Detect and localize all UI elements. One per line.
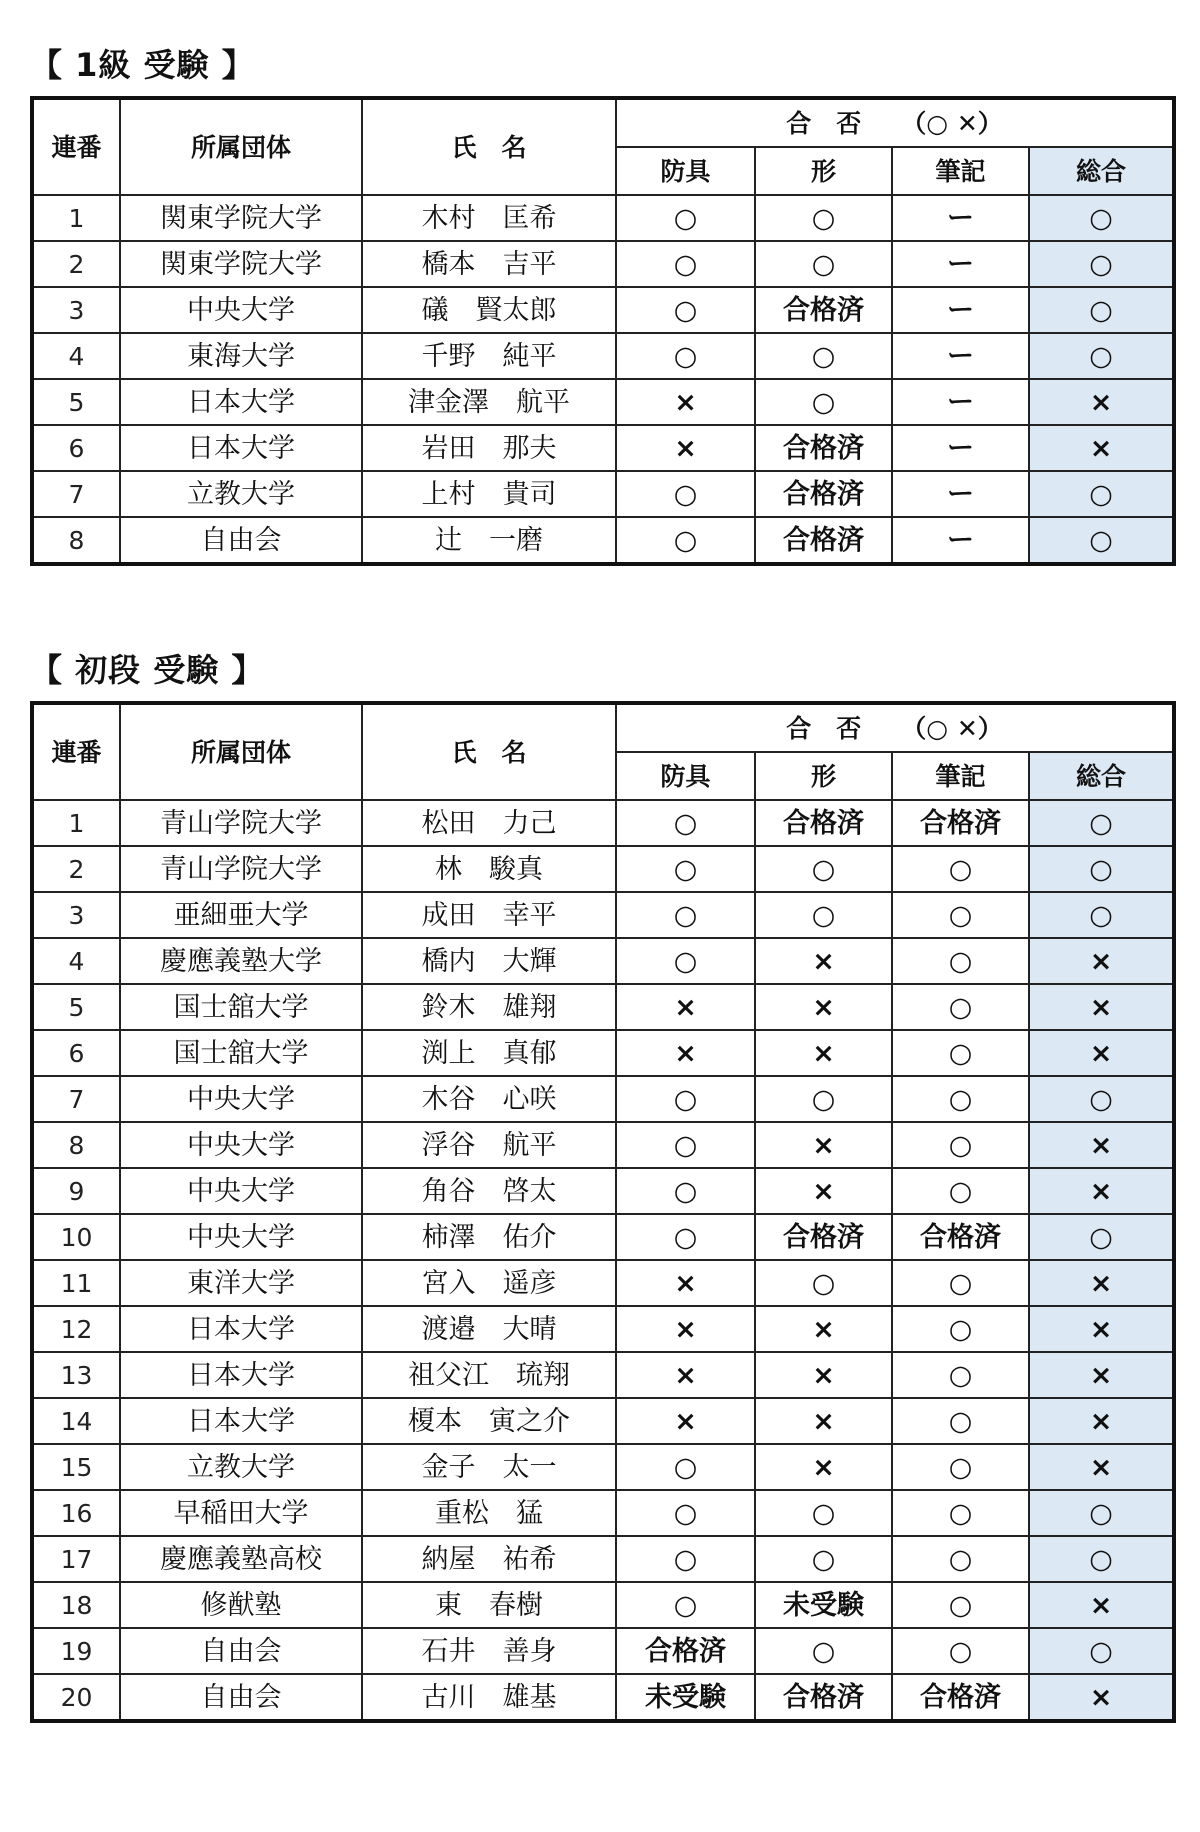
cell-no: 3 [32, 287, 120, 333]
cell-name: 橋本 吉平 [362, 241, 616, 287]
cell-no: 2 [32, 241, 120, 287]
table-body-1kyu [32, 195, 1174, 564]
col-header-hikki: 筆記 [892, 147, 1029, 195]
cell-total: ○ [1029, 1628, 1174, 1674]
cell-name: 千野 純平 [362, 333, 616, 379]
cell-no: 10 [32, 1214, 120, 1260]
col-header-bogu: 防具 [616, 752, 755, 800]
cell-total: × [1029, 1398, 1174, 1444]
cell-total: × [1029, 425, 1174, 471]
cell-no: 12 [32, 1306, 120, 1352]
cell-hikki: ○ [892, 1076, 1029, 1122]
cell-name: 宮入 遥彦 [362, 1260, 616, 1306]
table-row [32, 1674, 1174, 1721]
cell-no: 4 [32, 938, 120, 984]
cell-total: ○ [1029, 195, 1174, 241]
cell-org: 自由会 [120, 1628, 362, 1674]
cell-hikki: ○ [892, 1352, 1029, 1398]
cell-kata: × [755, 1398, 892, 1444]
cell-bogu: × [616, 1030, 755, 1076]
cell-total: ○ [1029, 800, 1174, 846]
cell-no: 6 [32, 425, 120, 471]
cell-hikki: 合格済 [892, 1214, 1029, 1260]
cell-name: 角谷 啓太 [362, 1168, 616, 1214]
cell-bogu: ○ [616, 287, 755, 333]
cell-org: 国士舘大学 [120, 984, 362, 1030]
cell-no: 7 [32, 471, 120, 517]
cell-bogu: 未受験 [616, 1674, 755, 1721]
cell-hikki: ー [892, 195, 1029, 241]
col-header-total: 総合 [1029, 752, 1174, 800]
cell-kata: 合格済 [755, 1214, 892, 1260]
cell-bogu: ○ [616, 800, 755, 846]
cell-bogu: × [616, 425, 755, 471]
cell-name: 岩田 那夫 [362, 425, 616, 471]
cell-bogu: ○ [616, 1122, 755, 1168]
cell-name: 渕上 真郁 [362, 1030, 616, 1076]
cell-name: 金子 太一 [362, 1444, 616, 1490]
cell-name: 津金澤 航平 [362, 379, 616, 425]
cell-kata: ○ [755, 379, 892, 425]
cell-name: 礒 賢太郎 [362, 287, 616, 333]
cell-kata: 合格済 [755, 1674, 892, 1721]
cell-org: 亜細亜大学 [120, 892, 362, 938]
cell-org: 東洋大学 [120, 1260, 362, 1306]
table-row [32, 846, 1174, 892]
cell-bogu: ○ [616, 938, 755, 984]
col-header-result-group [616, 98, 1174, 147]
cell-kata: 合格済 [755, 471, 892, 517]
table-row [32, 1490, 1174, 1536]
cell-bogu: ○ [616, 333, 755, 379]
col-header-org: 所属団体 [120, 98, 362, 195]
cell-no: 18 [32, 1582, 120, 1628]
cell-no: 13 [32, 1352, 120, 1398]
cell-hikki: ○ [892, 892, 1029, 938]
cell-bogu: ○ [616, 471, 755, 517]
table-row [32, 1582, 1174, 1628]
result-group-label: 合 否 [786, 108, 862, 138]
cell-org: 慶應義塾大学 [120, 938, 362, 984]
cell-org: 関東学院大学 [120, 241, 362, 287]
cell-org: 中央大学 [120, 1122, 362, 1168]
cell-no: 5 [32, 379, 120, 425]
cell-name: 辻 一磨 [362, 517, 616, 564]
cell-bogu: ○ [616, 195, 755, 241]
cell-total: ○ [1029, 892, 1174, 938]
table-row [32, 1168, 1174, 1214]
cell-org: 早稲田大学 [120, 1490, 362, 1536]
cell-bogu: ○ [616, 1490, 755, 1536]
cell-kata: × [755, 938, 892, 984]
cell-org: 自由会 [120, 1674, 362, 1721]
result-legend: （○ ✕） [901, 108, 1003, 138]
col-header-kata: 形 [755, 752, 892, 800]
table-row [32, 1214, 1174, 1260]
cell-no: 1 [32, 800, 120, 846]
cell-total: ○ [1029, 1536, 1174, 1582]
table-row [32, 1030, 1174, 1076]
cell-org: 中央大学 [120, 287, 362, 333]
cell-no: 3 [32, 892, 120, 938]
cell-hikki: ○ [892, 1490, 1029, 1536]
cell-no: 1 [32, 195, 120, 241]
col-header-no: 連番 [32, 703, 120, 800]
table-row [32, 333, 1174, 379]
cell-name: 木村 匡希 [362, 195, 616, 241]
table-row [32, 195, 1174, 241]
cell-org: 日本大学 [120, 1306, 362, 1352]
table-row [32, 892, 1174, 938]
table-row [32, 1444, 1174, 1490]
cell-hikki: ○ [892, 1168, 1029, 1214]
cell-org: 日本大学 [120, 1352, 362, 1398]
cell-kata: ○ [755, 1536, 892, 1582]
cell-no: 6 [32, 1030, 120, 1076]
cell-hikki: ー [892, 333, 1029, 379]
cell-no: 17 [32, 1536, 120, 1582]
cell-total: ○ [1029, 471, 1174, 517]
cell-org: 中央大学 [120, 1214, 362, 1260]
cell-total: ○ [1029, 287, 1174, 333]
cell-no: 9 [32, 1168, 120, 1214]
table-body-shodan [32, 800, 1174, 1721]
cell-bogu: × [616, 1398, 755, 1444]
cell-total: × [1029, 938, 1174, 984]
table-row [32, 241, 1174, 287]
cell-name: 松田 力己 [362, 800, 616, 846]
cell-org: 青山学院大学 [120, 846, 362, 892]
cell-name: 成田 幸平 [362, 892, 616, 938]
cell-bogu: ○ [616, 1536, 755, 1582]
cell-hikki: 合格済 [892, 800, 1029, 846]
cell-bogu: ○ [616, 241, 755, 287]
cell-kata: × [755, 984, 892, 1030]
cell-hikki: 合格済 [892, 1674, 1029, 1721]
cell-no: 8 [32, 517, 120, 564]
cell-hikki: ー [892, 425, 1029, 471]
cell-total: ○ [1029, 1076, 1174, 1122]
cell-kata: × [755, 1122, 892, 1168]
table-row [32, 471, 1174, 517]
table-row [32, 1306, 1174, 1352]
cell-name: 橋内 大輝 [362, 938, 616, 984]
cell-hikki: ー [892, 287, 1029, 333]
cell-kata: ○ [755, 1490, 892, 1536]
cell-kata: ○ [755, 241, 892, 287]
cell-name: 浮谷 航平 [362, 1122, 616, 1168]
cell-hikki: ー [892, 379, 1029, 425]
cell-total: × [1029, 1260, 1174, 1306]
cell-total: × [1029, 1444, 1174, 1490]
cell-bogu: ○ [616, 1168, 755, 1214]
section-title-shodan: 【 初段 受験 】 [30, 651, 265, 689]
cell-name: 上村 貴司 [362, 471, 616, 517]
cell-kata: ○ [755, 195, 892, 241]
cell-kata: × [755, 1444, 892, 1490]
cell-org: 修猷塾 [120, 1582, 362, 1628]
cell-org: 青山学院大学 [120, 800, 362, 846]
cell-total: × [1029, 379, 1174, 425]
table-row [32, 425, 1174, 471]
table-row [32, 1260, 1174, 1306]
cell-bogu: ○ [616, 1214, 755, 1260]
cell-total: × [1029, 1306, 1174, 1352]
cell-name: 納屋 祐希 [362, 1536, 616, 1582]
result-legend: （○ ✕） [901, 713, 1003, 743]
cell-kata: 合格済 [755, 800, 892, 846]
cell-hikki: ○ [892, 938, 1029, 984]
table-row [32, 984, 1174, 1030]
cell-name: 鈴木 雄翔 [362, 984, 616, 1030]
cell-hikki: ○ [892, 1444, 1029, 1490]
cell-hikki: ○ [892, 1398, 1029, 1444]
cell-kata: × [755, 1352, 892, 1398]
cell-total: ○ [1029, 846, 1174, 892]
cell-hikki: ○ [892, 1582, 1029, 1628]
cell-kata: ○ [755, 846, 892, 892]
table-row [32, 1076, 1174, 1122]
cell-kata: ○ [755, 1628, 892, 1674]
col-header-total: 総合 [1029, 147, 1174, 195]
cell-no: 16 [32, 1490, 120, 1536]
table-row [32, 517, 1174, 564]
cell-name: 古川 雄基 [362, 1674, 616, 1721]
table-row [32, 1536, 1174, 1582]
cell-bogu: × [616, 984, 755, 1030]
cell-no: 11 [32, 1260, 120, 1306]
cell-total: × [1029, 1674, 1174, 1721]
table-row [32, 1122, 1174, 1168]
cell-bogu: × [616, 1306, 755, 1352]
cell-no: 5 [32, 984, 120, 1030]
cell-org: 自由会 [120, 517, 362, 564]
cell-hikki: ○ [892, 1306, 1029, 1352]
cell-name: 柿澤 佑介 [362, 1214, 616, 1260]
col-header-hikki: 筆記 [892, 752, 1029, 800]
cell-total: ○ [1029, 1490, 1174, 1536]
cell-total: × [1029, 1352, 1174, 1398]
cell-org: 立教大学 [120, 1444, 362, 1490]
cell-kata: × [755, 1168, 892, 1214]
cell-name: 渡邉 大晴 [362, 1306, 616, 1352]
cell-total: × [1029, 1122, 1174, 1168]
cell-no: 8 [32, 1122, 120, 1168]
cell-total: ○ [1029, 241, 1174, 287]
cell-hikki: ー [892, 241, 1029, 287]
cell-name: 木谷 心咲 [362, 1076, 616, 1122]
cell-kata: ○ [755, 333, 892, 379]
cell-org: 中央大学 [120, 1168, 362, 1214]
cell-kata: 合格済 [755, 287, 892, 333]
cell-no: 20 [32, 1674, 120, 1721]
results-table-shodan [30, 701, 1176, 1723]
cell-hikki: ○ [892, 1122, 1029, 1168]
cell-total: × [1029, 1582, 1174, 1628]
cell-name: 林 駿真 [362, 846, 616, 892]
cell-kata: ○ [755, 892, 892, 938]
cell-org: 関東学院大学 [120, 195, 362, 241]
cell-bogu: × [616, 1260, 755, 1306]
cell-total: ○ [1029, 517, 1174, 564]
cell-bogu: 合格済 [616, 1628, 755, 1674]
cell-no: 2 [32, 846, 120, 892]
col-header-name: 氏 名 [362, 98, 616, 195]
cell-hikki: ○ [892, 1536, 1029, 1582]
cell-bogu: × [616, 379, 755, 425]
col-header-bogu: 防具 [616, 147, 755, 195]
cell-bogu: ○ [616, 1076, 755, 1122]
cell-bogu: ○ [616, 846, 755, 892]
cell-kata: ○ [755, 1260, 892, 1306]
cell-org: 日本大学 [120, 1398, 362, 1444]
cell-hikki: ー [892, 517, 1029, 564]
table-row [32, 1352, 1174, 1398]
cell-no: 15 [32, 1444, 120, 1490]
cell-hikki: ○ [892, 1260, 1029, 1306]
table-row [32, 1628, 1174, 1674]
cell-bogu: ○ [616, 1444, 755, 1490]
table-row [32, 938, 1174, 984]
cell-total: ○ [1029, 1214, 1174, 1260]
cell-total: × [1029, 1168, 1174, 1214]
cell-org: 慶應義塾高校 [120, 1536, 362, 1582]
cell-hikki: ○ [892, 1628, 1029, 1674]
table-row [32, 379, 1174, 425]
cell-name: 祖父江 琉翔 [362, 1352, 616, 1398]
cell-bogu: ○ [616, 1582, 755, 1628]
result-group-label: 合 否 [786, 713, 862, 743]
cell-kata: × [755, 1030, 892, 1076]
cell-kata: 未受験 [755, 1582, 892, 1628]
cell-org: 国士舘大学 [120, 1030, 362, 1076]
cell-name: 重松 猛 [362, 1490, 616, 1536]
cell-hikki: ○ [892, 984, 1029, 1030]
cell-kata: 合格済 [755, 425, 892, 471]
cell-no: 14 [32, 1398, 120, 1444]
cell-no: 7 [32, 1076, 120, 1122]
cell-kata: 合格済 [755, 517, 892, 564]
cell-org: 東海大学 [120, 333, 362, 379]
cell-kata: ○ [755, 1076, 892, 1122]
cell-hikki: ー [892, 471, 1029, 517]
cell-no: 4 [32, 333, 120, 379]
cell-total: ○ [1029, 333, 1174, 379]
col-header-no: 連番 [32, 98, 120, 195]
cell-total: × [1029, 1030, 1174, 1076]
table-row [32, 287, 1174, 333]
cell-org: 立教大学 [120, 471, 362, 517]
cell-hikki: ○ [892, 846, 1029, 892]
cell-name: 石井 善身 [362, 1628, 616, 1674]
cell-bogu: ○ [616, 892, 755, 938]
cell-bogu: × [616, 1352, 755, 1398]
cell-name: 東 春樹 [362, 1582, 616, 1628]
table-row [32, 1398, 1174, 1444]
cell-kata: × [755, 1306, 892, 1352]
section-title-1kyu: 【 1級 受験 】 [30, 46, 255, 84]
col-header-org: 所属団体 [120, 703, 362, 800]
cell-name: 榎本 寅之介 [362, 1398, 616, 1444]
cell-org: 中央大学 [120, 1076, 362, 1122]
cell-bogu: ○ [616, 517, 755, 564]
results-table-1kyu [30, 96, 1176, 566]
col-header-result-group [616, 703, 1174, 752]
col-header-kata: 形 [755, 147, 892, 195]
cell-org: 日本大学 [120, 425, 362, 471]
cell-total: × [1029, 984, 1174, 1030]
table-row [32, 800, 1174, 846]
cell-org: 日本大学 [120, 379, 362, 425]
cell-no: 19 [32, 1628, 120, 1674]
col-header-name: 氏 名 [362, 703, 616, 800]
cell-hikki: ○ [892, 1030, 1029, 1076]
